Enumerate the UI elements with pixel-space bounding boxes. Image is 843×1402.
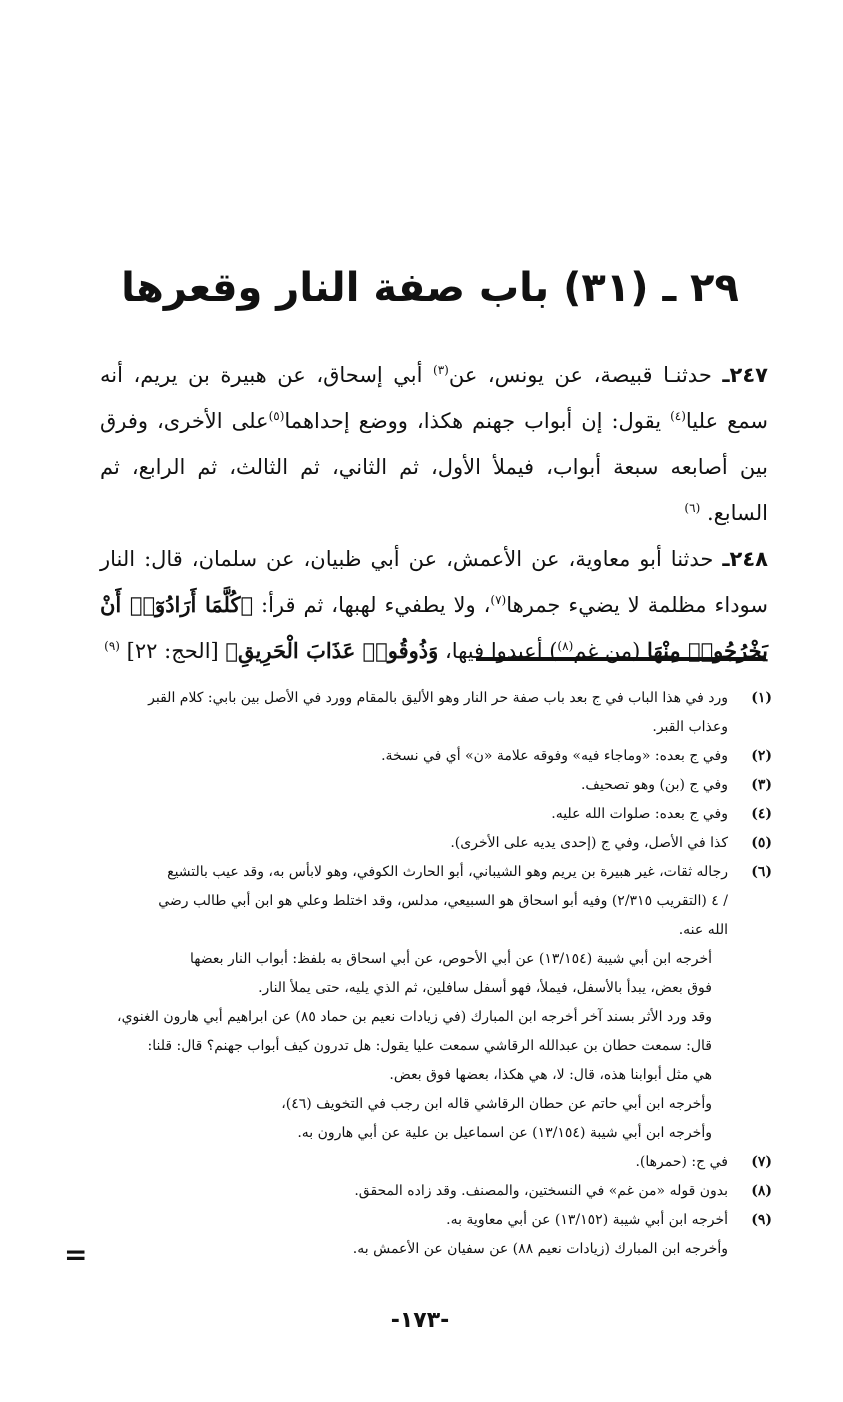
footnote-line: وأخرجه ابن أبي شيبة (١٣/١٥٤) عن اسماعيل بن علية عن أبي هارون به. (297, 1125, 712, 1141)
footnote-ref: (٩) (104, 639, 120, 653)
footnotes (92, 684, 772, 1264)
hadith-248 (100, 536, 768, 674)
footnote-number: (٧) (751, 1154, 772, 1170)
footnote-line: وأخرجه ابن المبارك (زيادات نعيم ٨٨) عن سفيان عن الأعمش به. (352, 1241, 728, 1257)
footnote-line: أخرجه ابن أبي شيبة (١٣/١٥٢) عن أبي معاوية به. (446, 1212, 728, 1228)
footnote-line: رجاله ثقات، غير هبيرة بن يريم وهو الشيباني، أبو الحارث الكوفي، وهو لابأس به، وقد عيب بالتشيع (167, 864, 728, 880)
footnote-line: وفي ج بعده: «وماجاء فيه» وفوقه علامة «ن» أي في نسخة. (381, 748, 728, 764)
footnote-number: (٦) (751, 864, 772, 880)
hadith-text: حدثنا أبو معاوية، عن الأعمش، عن أبي ظبيان، عن سلمان، قال: النار سوداء مظلمة لا يضيء جمرها (100, 547, 768, 617)
footnote-3 (92, 771, 772, 800)
page-number: -١٧٣- (390, 1308, 450, 1333)
footnote-line: وفي ج (بن) وهو تصحيف. (580, 777, 728, 793)
footnote-number: (٥) (751, 835, 772, 851)
footnote-ref: (٧) (490, 593, 507, 607)
footnote-number: (٩) (751, 1212, 772, 1228)
hadith-number: ٢٤٨ـ (722, 547, 768, 571)
footnote-line: قال: سمعت حطان بن عبدالله الرقاشي سمعت عليا يقول: هل تدرون كيف أبواب جهنم؟ قال: قلنا: (147, 1038, 712, 1054)
quran-verse: ﴿كُلَّمَا أَرَادُوٓا۟ أَنْ يَخْرُجُوا۟ مِنْهَا (100, 592, 768, 663)
hadith-text: حدثنـا قبيصة، عن يونس، عن (448, 363, 712, 387)
main-text (100, 352, 768, 674)
hadith-text: على الأخرى، وفرق بين أصابعه سبعة أبواب، فيملأ الأول، ثم الثاني، ثم الثالث، ثم الرابع، ثم السابع. (100, 409, 768, 525)
footnote-ref: (٨) (557, 639, 574, 653)
footnote-ref: (٤) (670, 409, 686, 423)
footnote-line: كذا في الأصل، وفي ج (إحدى يديه على الأخرى). (450, 835, 728, 851)
footnote-ref: (٣) (433, 363, 449, 377)
footnote-9 (92, 1206, 772, 1235)
footnote-6 (92, 858, 772, 945)
hadith-text: ، ولا يطفيء لهبها، ثم قرأ: (261, 593, 491, 617)
footnote-number: (٨) (751, 1183, 772, 1199)
footnote-6-continued (92, 945, 772, 1148)
footnote-line: بدون قوله «من غم» في النسختين، والمصنف. وقد زاده المحقق. (354, 1183, 728, 1199)
footnote-1 (92, 684, 772, 742)
footnote-line: الله عنه. (678, 922, 728, 938)
footnote-7 (92, 1148, 772, 1177)
hadith-text: ) أعيدوا فيها، (438, 639, 558, 663)
footnote-ref: (٦) (684, 501, 701, 515)
footnote-line: أخرجه ابن أبي شيبة (١٣/١٥٤) عن أبي الأحوص، عن أبي اسحاق به بلفظ: أبواب النار بعضها (190, 951, 712, 967)
quran-verse: وَذُوقُوا۟ عَذَابَ الْحَرِيقِ﴾ (225, 638, 439, 663)
footnote-line: / ٤ (التقريب ٢/٣١٥) وفيه أبو اسحاق هو السبيعي، مدلس، وقد اختلط وعلي هو ابن أبي طالب رضي (158, 893, 728, 909)
hadith-text: يقول: إن أبواب جهنم هكذا، ووضع إحداهما (284, 409, 662, 433)
footnote-number: (٢) (751, 748, 772, 764)
hadith-text: (من غم (573, 639, 641, 663)
hadith-247 (100, 352, 768, 536)
footnote-9-continued (92, 1235, 772, 1264)
footnote-ref: (٥) (268, 409, 285, 423)
footnote-line: وأخرجه ابن أبي حاتم عن حطان الرقاشي قاله ابن رجب في التخويف (٤٦)، (281, 1096, 712, 1112)
footnote-number: (٤) (751, 806, 772, 822)
footnote-line: فوق بعض، يبدأ بالأسفل، فيملأ، فهو أسفل سافلين، ثم الذي يليه، حتى يملأ النار. (258, 980, 712, 996)
footnote-line: هي مثل أبوابنا هذه، قال: لا، هي هكذا، بعضها فوق بعض. (389, 1067, 712, 1083)
chapter-title: ٢٩ ـ (٣١) باب صفة النار وقعرها (121, 265, 739, 311)
footnote-line: وعذاب القبر. (652, 719, 728, 735)
continuation-mark: = (64, 1238, 88, 1271)
footnote-8 (92, 1177, 772, 1206)
footnote-4 (92, 800, 772, 829)
hadith-number: ٢٤٧ـ (722, 363, 768, 387)
verse-reference: [الحج: ٢٢] (126, 639, 219, 663)
hadith-text: أبي إسحاق، عن هبيرة بن يريم، أنه سمع عليا (100, 363, 768, 433)
footnote-line: وفي ج بعده: صلوات الله عليه. (551, 806, 728, 822)
footnote-line: في ج: (حمرها). (635, 1154, 728, 1170)
footnote-2 (92, 742, 772, 771)
footnote-line: وقد ورد الأثر بسند آخر أخرجه ابن المبارك (في زيادات نعيم بن حماد ٨٥) عن ابراهيم أبي هارون الغنوي، (117, 1009, 712, 1025)
footnote-line: ورد في هذا الباب في ج بعد باب صفة حر النار وهو الأليق بالمقام وورد في الأصل بين بابي: كلام القبر (148, 690, 728, 706)
footnote-number: (٣) (751, 777, 772, 793)
footnote-5 (92, 829, 772, 858)
footnote-separator (476, 657, 766, 661)
footnote-number: (١) (751, 690, 772, 706)
